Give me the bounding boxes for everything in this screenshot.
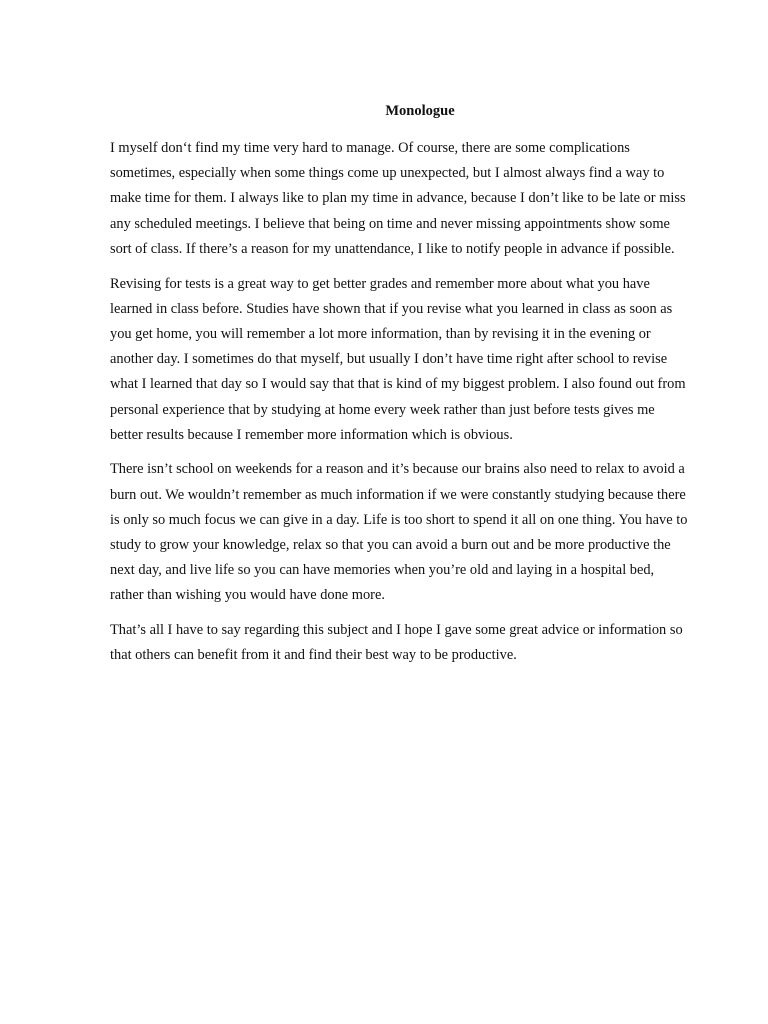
text-line: make time for them. I always like to plan my time in advance, because I don’t like to be late or miss bbox=[110, 190, 686, 207]
text-line: personal experience that by studying at home every week rather than just before tests gives me bbox=[110, 401, 655, 418]
text-line: you get home, you will remember a lot more information, than by revising it in the evening or bbox=[110, 325, 651, 342]
document-title: Monologue bbox=[385, 103, 455, 119]
text-line: learned in class before. Studies have shown that if you revise what you learned in class as soon as bbox=[110, 300, 673, 317]
paragraph-1 bbox=[110, 136, 738, 262]
text-line: burn out. We wouldn’t remember as much information if we were constantly studying because there bbox=[110, 486, 686, 503]
text-line: better results because I remember more information which is obvious. bbox=[110, 426, 513, 443]
text-line: There isn’t school on weekends for a reason and it’s because our brains also need to relax to avoid a bbox=[110, 461, 685, 478]
text-line: sometimes, especially when some things come up unexpected, but I almost always find a way to bbox=[110, 165, 665, 182]
text-line: what I learned that day so I would say that that is kind of my biggest problem. I also found out from bbox=[110, 376, 686, 393]
text-line: another day. I sometimes do that myself, but usually I don’t have time right after school to revise bbox=[110, 351, 668, 368]
paragraph-2 bbox=[110, 272, 738, 448]
text-line: next day, and live life so you can have memories when you’re old and laying in a hospital bed, bbox=[110, 562, 655, 579]
text-line: that others can benefit from it and find their best way to be productive. bbox=[110, 647, 517, 664]
text-line: study to grow your knowledge, relax so that you can avoid a burn out and be more productive the bbox=[110, 537, 671, 554]
text-line: rather than wishing you would have done more. bbox=[110, 587, 385, 604]
text-line: I myself don‘t find my time very hard to manage. Of course, there are some complications bbox=[110, 140, 630, 156]
text-line: is only so much focus we can give in a day. Life is too short to spend it all on one thing. You have to bbox=[110, 511, 688, 528]
text-line: sort of class. If there’s a reason for my unattendance, I like to notify people in advance if possible. bbox=[110, 240, 675, 257]
text-line: any scheduled meetings. I believe that being on time and never missing appointments show some bbox=[110, 215, 670, 232]
document-body bbox=[110, 136, 738, 678]
text-line: That’s all I have to say regarding this subject and I hope I gave some great advice or information so bbox=[110, 622, 683, 639]
paragraph-4 bbox=[110, 618, 738, 668]
paragraph-3 bbox=[110, 457, 738, 608]
text-line: Revising for tests is a great way to get better grades and remember more about what you have bbox=[110, 275, 650, 292]
